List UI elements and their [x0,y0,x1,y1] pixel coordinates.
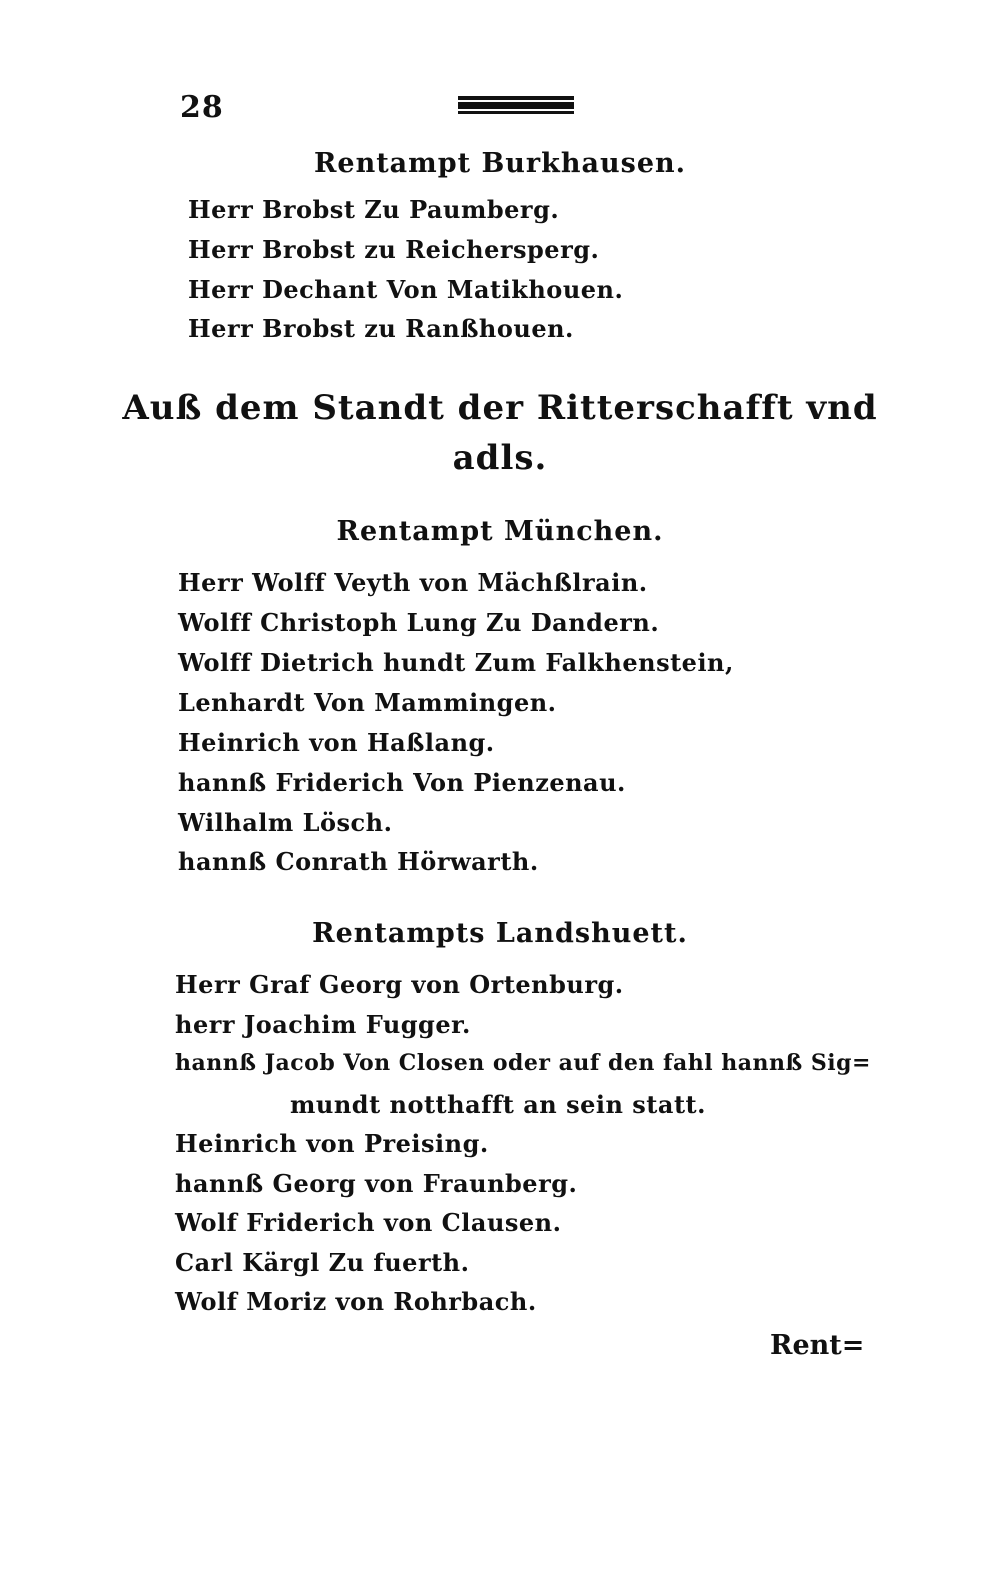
main-heading-line2: adls. [452,438,548,478]
list-item: Herr Brobst zu Reichersperg. [188,235,600,264]
list-item: Wilhalm Lösch. [178,808,393,837]
section-heading-landshuett: Rentampts Landshuett. [312,918,688,949]
list-item: hannß Friderich Von Pienzenau. [178,768,626,797]
list-item: Wolff Christoph Lung Zu Dandern. [178,608,660,637]
rule-line [458,102,574,109]
section-heading-muenchen: Rentampt München. [336,516,664,547]
list-item: herr Joachim Fugger. [175,1010,471,1039]
list-item: hannß Conrath Hörwarth. [178,847,539,876]
list-item: Wolff Dietrich hundt Zum Falkhenstein, [178,648,734,677]
list-item: Heinrich von Preising. [175,1129,489,1158]
list-item: Carl Kärgl Zu fuerth. [175,1248,470,1277]
catchword: Rent= [770,1330,865,1361]
header-rule [458,96,574,114]
list-item: Wolf Friderich von Clausen. [175,1208,562,1237]
list-item: Wolf Moriz von Rohrbach. [175,1287,537,1316]
list-item: Herr Brobst zu Ranßhouen. [188,314,574,343]
list-item: Herr Graf Georg von Ortenburg. [175,970,624,999]
list-item-continuation: mundt notthafft an sein statt. [290,1090,706,1119]
rule-line [458,96,574,100]
list-item: Herr Brobst Zu Paumberg. [188,195,560,224]
section-heading-burkhausen: Rentampt Burkhausen. [313,148,687,179]
list-item: Herr Wolff Veyth von Mächßlrain. [178,568,648,597]
main-heading-line1: Auß dem Standt der Ritterschafft vnd [122,388,878,428]
list-item: hannß Georg von Fraunberg. [175,1169,578,1198]
page-number: 28 [180,90,224,125]
list-item: Lenhardt Von Mammingen. [178,688,557,717]
list-item: Herr Dechant Von Matikhouen. [188,275,624,304]
list-item: hannß Jacob Von Closen oder auf den fahl hannß Sig= [175,1050,871,1076]
rule-line [458,111,574,114]
list-item: Heinrich von Haßlang. [178,728,495,757]
